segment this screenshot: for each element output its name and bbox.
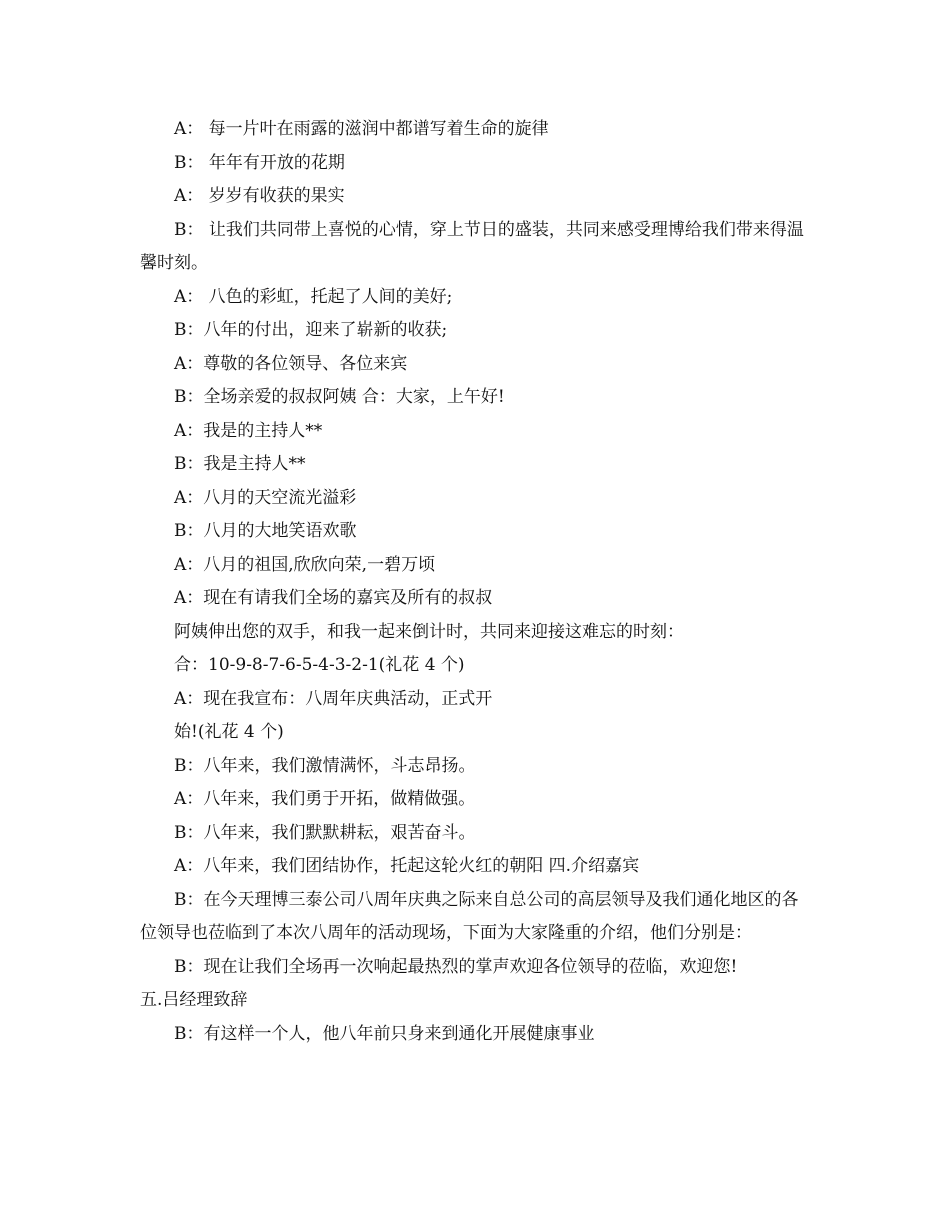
paragraph: A：八年来，我们勇于开拓，做精做强。 bbox=[174, 789, 476, 809]
paragraph: A：八月的天空流光溢彩 bbox=[174, 487, 357, 508]
paragraph: 始!(礼花 4 个) bbox=[174, 722, 284, 742]
paragraph: A：现在我宣布：八周年庆典活动，正式开 bbox=[174, 688, 493, 709]
paragraph: B：有这样一个人，他八年前只身来到通化开展健康事业 bbox=[174, 1023, 595, 1044]
paragraph: B：八年的付出，迎来了崭新的收获; bbox=[174, 320, 448, 340]
paragraph: 阿姨伸出您的双手，和我一起来倒计时，共同来迎接这难忘的时刻： bbox=[174, 621, 684, 642]
paragraph: B： 年年有开放的花期 bbox=[174, 152, 345, 173]
document-body bbox=[140, 113, 815, 1051]
paragraph: B：在今天理博三泰公司八周年庆典之际来自总公司的高层领导及我们通化地区的各位领导也莅临到了本次八周年的活动现场，下面为大家隆重的介绍，他们分别是： bbox=[140, 889, 799, 943]
paragraph: B：八月的大地笑语欢歌 bbox=[174, 521, 357, 541]
paragraph: A： 岁岁有收获的果实 bbox=[174, 186, 345, 206]
paragraph: A：八月的祖国,欣欣向荣,一碧万顷 bbox=[174, 554, 436, 575]
paragraph: B：八年来，我们激情满怀，斗志昂扬。 bbox=[174, 755, 476, 776]
paragraph: B： 让我们共同带上喜悦的心情，穿上节日的盛装，共同来感受理博给我们带来得温馨时刻。 bbox=[140, 219, 804, 273]
paragraph: A：现在有请我们全场的嘉宾及所有的叔叔 bbox=[174, 588, 493, 608]
paragraph: 合：10-9-8-7-6-5-4-3-2-1(礼花 4 个) bbox=[174, 655, 465, 675]
paragraph: A：八年来，我们团结协作，托起这轮火红的朝阳 四.介绍嘉宾 bbox=[174, 856, 640, 876]
section-heading: 五.吕经理致辞 bbox=[140, 990, 248, 1010]
paragraph: A： 每一片叶在雨露的滋润中都谱写着生命的旋律 bbox=[174, 119, 549, 139]
paragraph: A： 八色的彩虹，托起了人间的美好; bbox=[174, 286, 453, 307]
paragraph: B：八年来，我们默默耕耘，艰苦奋斗。 bbox=[174, 822, 476, 843]
paragraph: B：现在让我们全场再一次响起最热烈的掌声欢迎各位领导的莅临，欢迎您! bbox=[174, 956, 738, 977]
paragraph: A：尊敬的各位领导、各位来宾 bbox=[174, 353, 408, 374]
paragraph: B：我是主持人** bbox=[174, 454, 306, 474]
paragraph: A：我是的主持人** bbox=[174, 420, 323, 441]
paragraph: B：全场亲爱的叔叔阿姨 合：大家，上午好! bbox=[174, 387, 505, 407]
